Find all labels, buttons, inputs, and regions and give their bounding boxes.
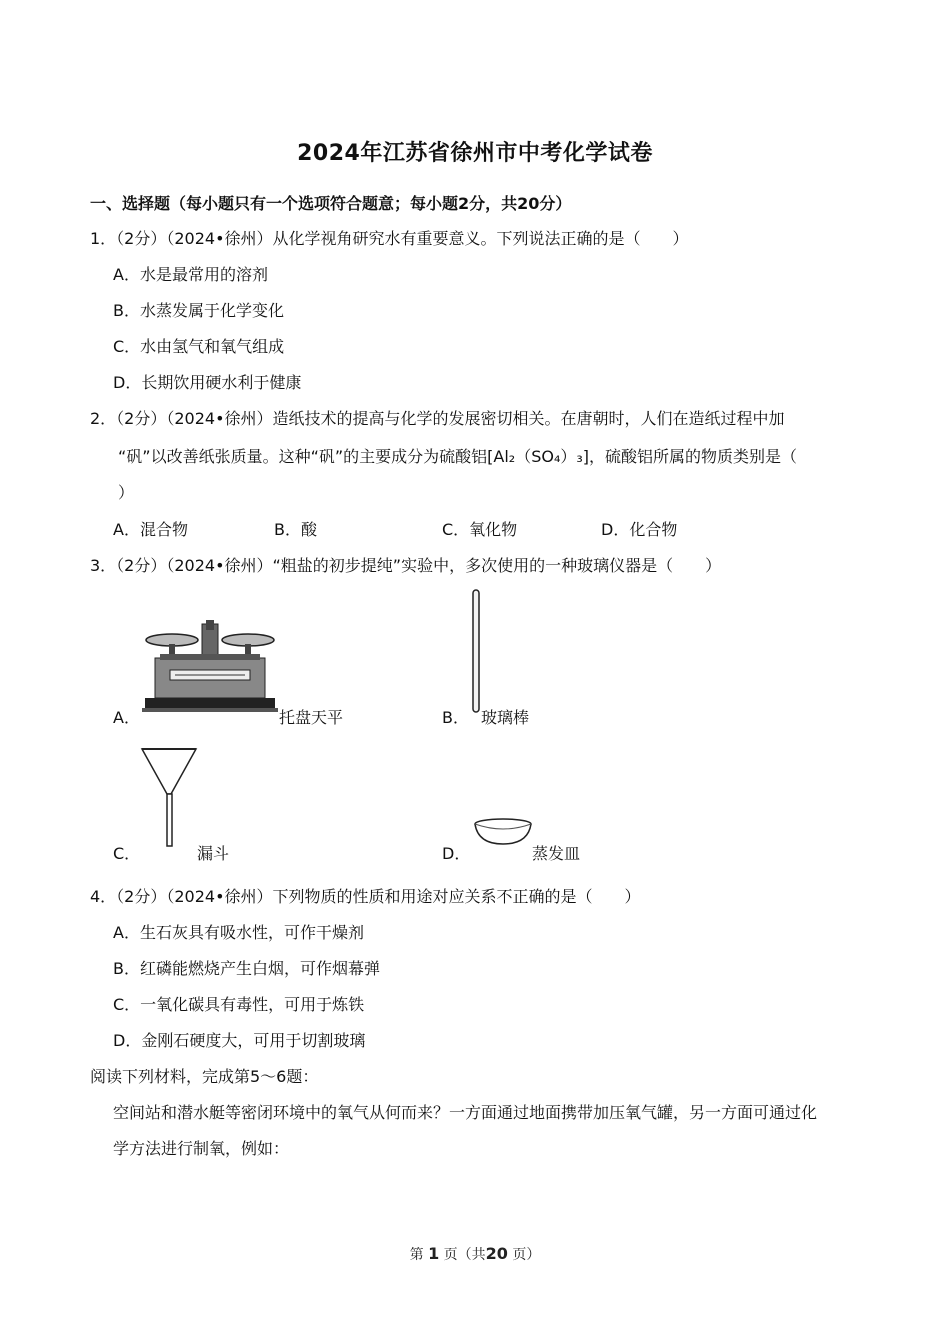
page-footer: [0, 1244, 950, 1264]
question-2-option-b: B．酸: [274, 520, 317, 539]
question-1-option-b: B．水蒸发属于化学变化: [113, 301, 284, 320]
question-3-option-c-text: 漏斗: [197, 844, 230, 863]
question-3-option-b-text: 玻璃棒: [481, 708, 530, 727]
question-1-option-c: C．水由氢气和氧气组成: [113, 337, 285, 356]
evaporating-dish-image: [472, 818, 534, 848]
question-2-option-c: C．氧化物: [442, 520, 518, 539]
reading-intro: 阅读下列材料，完成第5～6题：: [90, 1067, 319, 1086]
section-heading: 一、选择题（每小题只有一个选项符合题意；每小题2分，共20分）: [90, 194, 572, 213]
question-2-stem-line-2: “矾”以改善纸张质量。这种“矾”的主要成分为硫酸铝[Al₂（SO₄）₃]，硫酸铝所属的物质类别是（: [118, 447, 798, 466]
footer-suffix: 页）: [512, 1247, 541, 1263]
question-4-stem: 4．（2分）（2024•徐州）下列物质的性质和用途对应关系不正确的是（ ）: [90, 887, 641, 906]
footer-prefix: 第: [409, 1247, 424, 1263]
question-4-option-c: C．一氧化碳具有毒性，可用于炼铁: [113, 995, 365, 1014]
funnel-image: [140, 746, 200, 850]
question-1-option-a: A．水是最常用的溶剂: [113, 265, 268, 284]
question-4-option-b: B．红磷能燃烧产生白烟，可作烟幕弹: [113, 959, 380, 978]
question-4-option-d: D．金刚石硬度大，可用于切割玻璃: [113, 1031, 366, 1050]
question-3-option-d-text: 蒸发皿: [532, 844, 581, 863]
reading-paragraph-line-2: 学方法进行制氧，例如：: [113, 1139, 290, 1158]
question-3-option-a-text: 托盘天平: [279, 708, 344, 727]
question-2-stem-line-1: 2．（2分）（2024•徐州）造纸技术的提高与化学的发展密切相关。在唐朝时，人们在造纸过程中加: [90, 409, 785, 428]
question-3-option-d-letter: D．: [442, 844, 471, 863]
question-3-stem: 3．（2分）（2024•徐州）“粗盐的初步提纯”实验中，多次使用的一种玻璃仪器是（ ）: [90, 556, 722, 575]
question-1-stem: 1．（2分）（2024•徐州）从化学视角研究水有重要意义。下列说法正确的是（ ）: [90, 229, 689, 248]
question-2-option-d: D．化合物: [601, 520, 678, 539]
question-3-option-c-letter: C．: [113, 844, 141, 863]
question-1-option-d: D．长期饮用硬水利于健康: [113, 373, 302, 392]
page-title: 2024年江苏省徐州市中考化学试卷: [297, 141, 653, 166]
question-3-option-b-letter: B．: [442, 708, 469, 727]
glass-rod-image: [470, 588, 482, 714]
footer-page-number: 1: [428, 1244, 440, 1263]
question-2-stem-line-3: ）: [118, 483, 135, 502]
reading-paragraph-line-1: 空间站和潜水艇等密闭环境中的氧气从何而来？一方面通过地面携带加压氧气罐，另一方面可通过化: [113, 1103, 818, 1122]
question-2-option-a: A．混合物: [113, 520, 188, 539]
footer-total-pages: 20: [485, 1244, 508, 1263]
balance-scale-image: [140, 620, 280, 714]
footer-middle: 页（共: [443, 1247, 486, 1263]
question-4-option-a: A．生石灰具有吸水性，可作干燥剂: [113, 923, 364, 942]
question-3-option-a-letter: A．: [113, 708, 140, 727]
